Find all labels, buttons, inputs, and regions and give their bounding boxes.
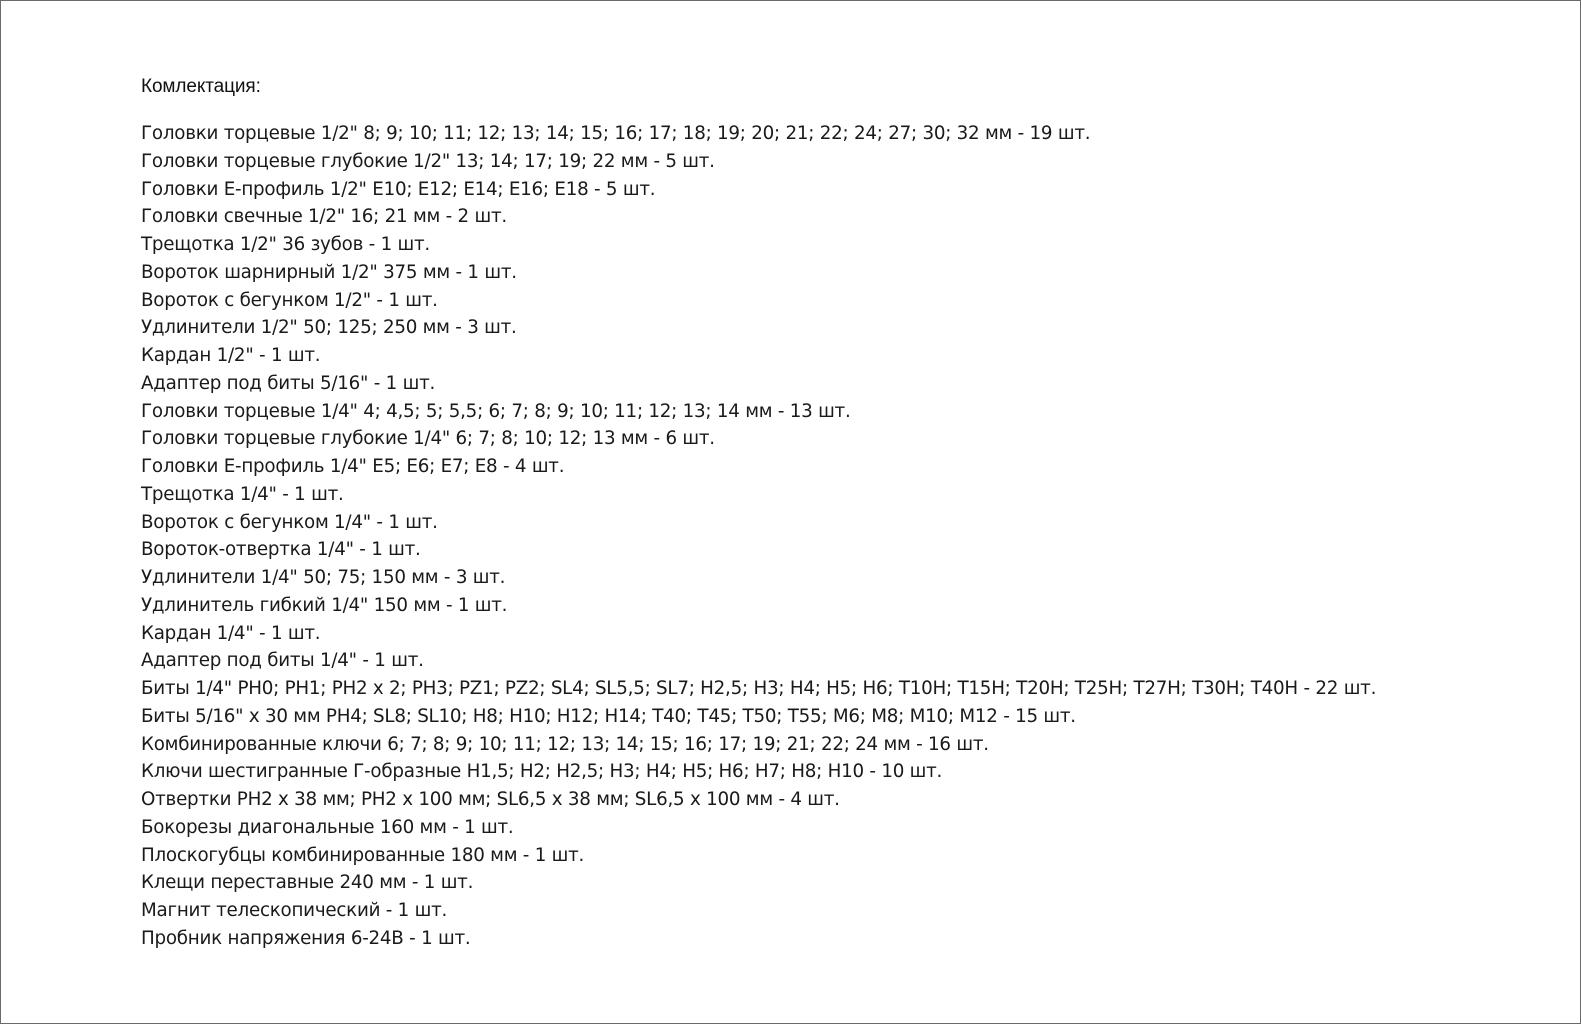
list-item: Клещи переставные 240 мм - 1 шт. [141,872,474,894]
list-item: Головки торцевые 1/4" 4; 4,5; 5; 5,5; 6; 7; 8; 9; 10; 11; 12; 13; 14 мм - 13 шт. [141,400,851,422]
list-item: Адаптер под биты 5/16" - 1 шт. [141,372,436,394]
list-item: Пробник напряжения 6-24В - 1 шт. [141,927,471,949]
list-item: Вороток шарнирный 1/2" 375 мм - 1 шт. [141,261,517,283]
list-item: Комбинированные ключи 6; 7; 8; 9; 10; 11; 12; 13; 14; 15; 16; 17; 19; 21; 22; 24 мм - 16 шт. [141,733,989,755]
list-item: Головки торцевые глубокие 1/2" 13; 14; 17; 19; 22 мм - 5 шт. [141,150,715,172]
section-heading: Комлектация: [141,76,261,97]
list-item: Головки свечные 1/2" 16; 21 мм - 2 шт. [141,206,507,228]
list-item: Трещотка 1/4" - 1 шт. [141,483,344,505]
list-item: Адаптер под биты 1/4" - 1 шт. [141,650,424,672]
list-item: Плоскогубцы комбинированные 180 мм - 1 шт. [141,844,585,866]
list-item: Вороток-отвертка 1/4" - 1 шт. [141,539,421,561]
list-item: Биты 1/4" PH0; PH1; PH2 x 2; PH3; PZ1; PZ2; SL4; SL5,5; SL7; H2,5; H3; H4; H5; H6; T10H; T15H; T20H; T25H; T27H; T30H; T40H - 22 шт. [141,678,1377,699]
list-item: Кардан 1/2" - 1 шт. [141,345,321,366]
list-item: Кардан 1/4" - 1 шт. [141,622,321,644]
list-item: Головки торцевые глубокие 1/4" 6; 7; 8; 10; 12; 13 мм - 6 шт. [141,428,715,450]
list-item: Бокорезы диагональные 160 мм - 1 шт. [141,816,514,838]
list-item: Магнит телескопический - 1 шт. [141,900,448,921]
list-item: Удлинители 1/4" 50; 75; 150 мм - 3 шт. [141,567,506,588]
list-item: Удлинители 1/2" 50; 125; 250 мм - 3 шт. [141,317,517,339]
list-item: Удлинитель гибкий 1/4" 150 мм - 1 шт. [141,594,508,616]
document-body [141,76,1541,953]
list-item: Биты 5/16" x 30 мм PH4; SL8; SL10; H8; H10; H12; H14; T40; T45; T50; T55; M6; M8; M10; M12 - 15 шт. [141,705,1076,727]
list-item: Вороток с бегунком 1/4" - 1 шт. [141,511,438,533]
list-item: Головки Е-профиль 1/2" E10; E12; E14; E16; E18 - 5 шт. [141,178,656,200]
list-item: Головки Е-профиль 1/4" E5; E6; E7; E8 - 4 шт. [141,456,565,477]
list-item: Вороток с бегунком 1/2" - 1 шт. [141,289,438,311]
list-item: Трещотка 1/2" 36 зубов - 1 шт. [141,234,430,255]
list-item: Головки торцевые 1/2" 8; 9; 10; 11; 12; 13; 14; 15; 16; 17; 18; 19; 20; 21; 22; 24; 27; 30; 32 мм - 19 шт. [141,123,1091,144]
list-item: Ключи шестигранные Г-образные H1,5; H2; H2,5; H3; H4; H5; H6; H7; H8; H10 - 10 шт. [141,761,943,783]
equipment-list [141,120,1541,953]
list-item: Отвертки PH2 x 38 мм; PH2 x 100 мм; SL6,5 x 38 мм; SL6,5 x 100 мм - 4 шт. [141,789,840,810]
